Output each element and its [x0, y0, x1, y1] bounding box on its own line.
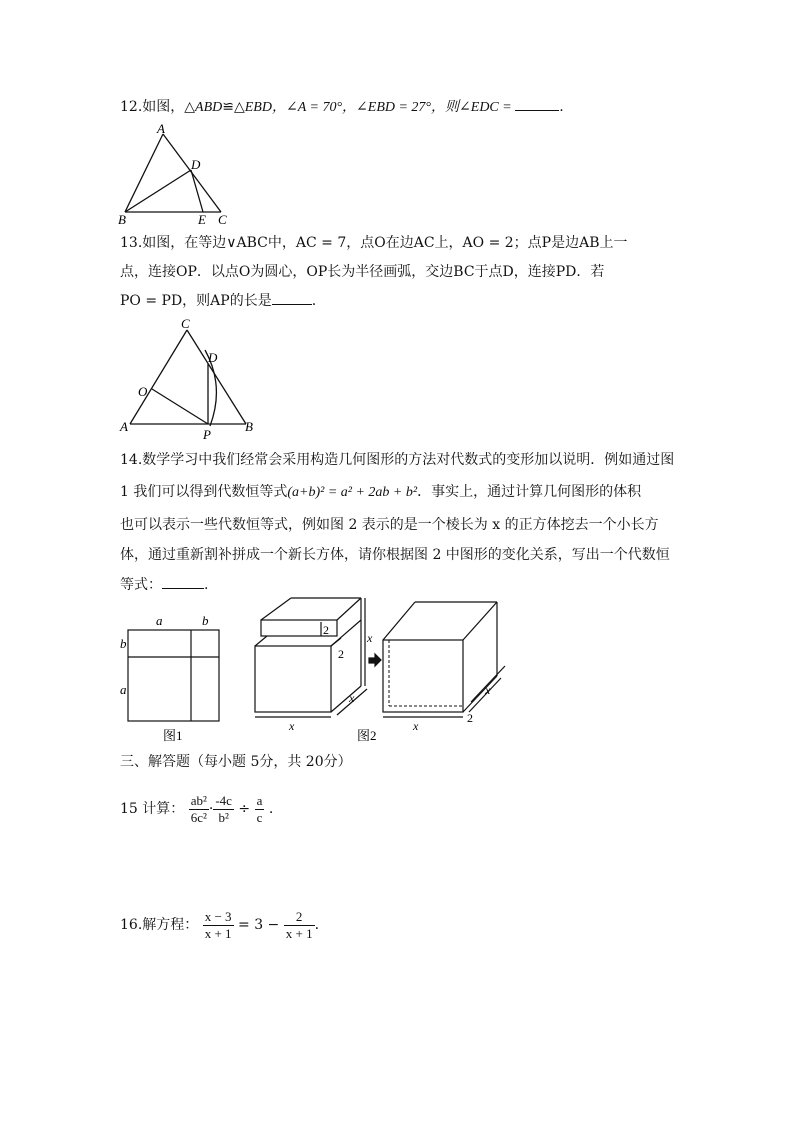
fig1-side-label-b: b	[120, 636, 127, 651]
fig2-label-x-bottom: x	[289, 719, 295, 733]
q15-text: 15 计算： $\frac{\text{ab²}}{\text{6c²}}$ · $\frac{-4c}{\text{b²}}$ ÷ $\frac{a}{c}$ .	[120, 792, 274, 825]
q16-f2-denominator: x + 1	[285, 925, 313, 941]
q13-line-3-text: PO = PD，则AP的长是	[120, 293, 272, 309]
q16-text	[120, 905, 319, 945]
q14-identity-formula: (a+b)² = a² + 2ab + b²	[287, 485, 418, 500]
q12-text	[120, 96, 564, 118]
q14-figure-1	[115, 608, 230, 748]
fig1-caption: 图1	[163, 728, 183, 743]
q13-answer-blank[interactable]	[272, 290, 312, 305]
q15-f2-denominator: b²	[218, 809, 229, 825]
q16-fraction-2	[284, 909, 315, 942]
q12-conditions: ，∠A = 70°，∠EBD = 27°，则∠EDC =	[271, 100, 516, 115]
q13-figure	[115, 314, 265, 446]
q12-figure	[115, 122, 245, 226]
q14-line-2-text: 1 我们可以得到代数恒等式	[120, 484, 288, 500]
q16-equals: = 3 −	[238, 917, 280, 933]
q14-line-4: 体，通过重新割补拼成一个新长方体，请你根据图 2 中图形的变化关系，写出一个代数恒	[120, 547, 670, 563]
q16-f1-numerator: x − 3	[204, 908, 232, 924]
q15-label: 15 计算：	[120, 801, 185, 817]
fig13-label-d: D	[208, 350, 218, 365]
q13-line-1: 13.如图，在等边∨ABC中，AC = 7，点O在边AC上，AO = 2；点P是边AB上一	[120, 235, 628, 251]
fig2-label-x-depth: x	[349, 691, 355, 705]
q15-f1-numerator: ab²	[190, 792, 207, 808]
q15-fraction-1	[189, 793, 209, 826]
fig12-label-e: E	[198, 212, 206, 226]
fig2-caption: 图2	[357, 728, 377, 743]
fig2-label-2-top: 2	[323, 623, 329, 637]
fig1-top-label-a: a	[156, 613, 163, 628]
fig1-side-label-a: a	[120, 682, 127, 697]
fig2-label-2-side: 2	[338, 647, 344, 661]
fig2-label-x-right-solid: x	[485, 683, 491, 697]
q16-period: .	[314, 917, 320, 933]
fig13-label-o: O	[138, 384, 148, 399]
q14-line-5-text: 等式：	[120, 577, 162, 593]
fig12-label-a: A	[157, 122, 165, 136]
fig13-label-a: A	[120, 419, 128, 434]
q15-f3-denominator: c	[256, 809, 263, 825]
fig13-label-b: B	[245, 419, 253, 434]
q16-f1-denominator: x + 1	[204, 925, 232, 941]
q13-period: .	[311, 293, 317, 309]
q15-f2-numerator: -4c	[215, 792, 232, 808]
q16-label: 16.解方程：	[120, 917, 199, 933]
fig2-label-x-right-bottom: x	[413, 719, 419, 733]
section-3-heading: 三、解答题（每小题 5分，共 20分）	[120, 754, 352, 770]
q12-congruent-symbol: ≌	[222, 99, 234, 115]
q12-triangle-2: △EBD	[233, 100, 272, 115]
q15-f3-numerator: a	[256, 792, 263, 808]
q14-line-2	[120, 482, 641, 503]
q15-fraction-3	[255, 793, 265, 826]
q14-line-1: 14.数学学习中我们经常会采用构造几何图形的方法对代数式的变形加以说明．例如通过图	[120, 452, 675, 468]
fig12-label-c: C	[218, 212, 227, 226]
q14-figure-2	[245, 590, 520, 750]
q12-prefix: 12.如图，	[120, 99, 185, 115]
q16-fraction-1	[203, 909, 234, 942]
q14-line-3: 也可以表示一些代数恒等式，例如图 2 表示的是一个棱长为 x 的正方体挖去一个小长方	[120, 517, 659, 533]
q13-line-3	[120, 290, 316, 311]
fig12-label-b: B	[118, 212, 126, 226]
fig2-label-x-right: x	[367, 631, 373, 645]
q12-answer-blank[interactable]	[515, 96, 559, 111]
fig12-label-d: D	[191, 157, 201, 172]
q16-f2-numerator: 2	[284, 909, 315, 926]
q12-triangle-1: △ABD	[184, 100, 223, 115]
fig13-label-p: P	[203, 427, 211, 442]
q13-line-2: 点，连接OP．以点O为圆心，OP长为半径画弧，交边BC于点D，连接PD．若	[120, 264, 605, 280]
q14-period: .	[204, 577, 209, 593]
q14-line-2-tail: ．事实上，通过计算几何图形的体积	[417, 484, 642, 500]
fig1-top-label-b: b	[202, 613, 209, 628]
q12-period: .	[559, 99, 564, 115]
fig2-label-2-right: 2	[467, 711, 473, 725]
q15-fraction-2	[213, 793, 234, 826]
q14-line-5	[120, 574, 208, 595]
q14-answer-blank[interactable]	[162, 574, 204, 589]
fig13-label-c: C	[181, 316, 190, 331]
q15-f1-denominator: 6c²	[190, 809, 207, 825]
q15-period: .	[268, 801, 274, 817]
q15-divide-sign: ÷	[238, 801, 251, 817]
